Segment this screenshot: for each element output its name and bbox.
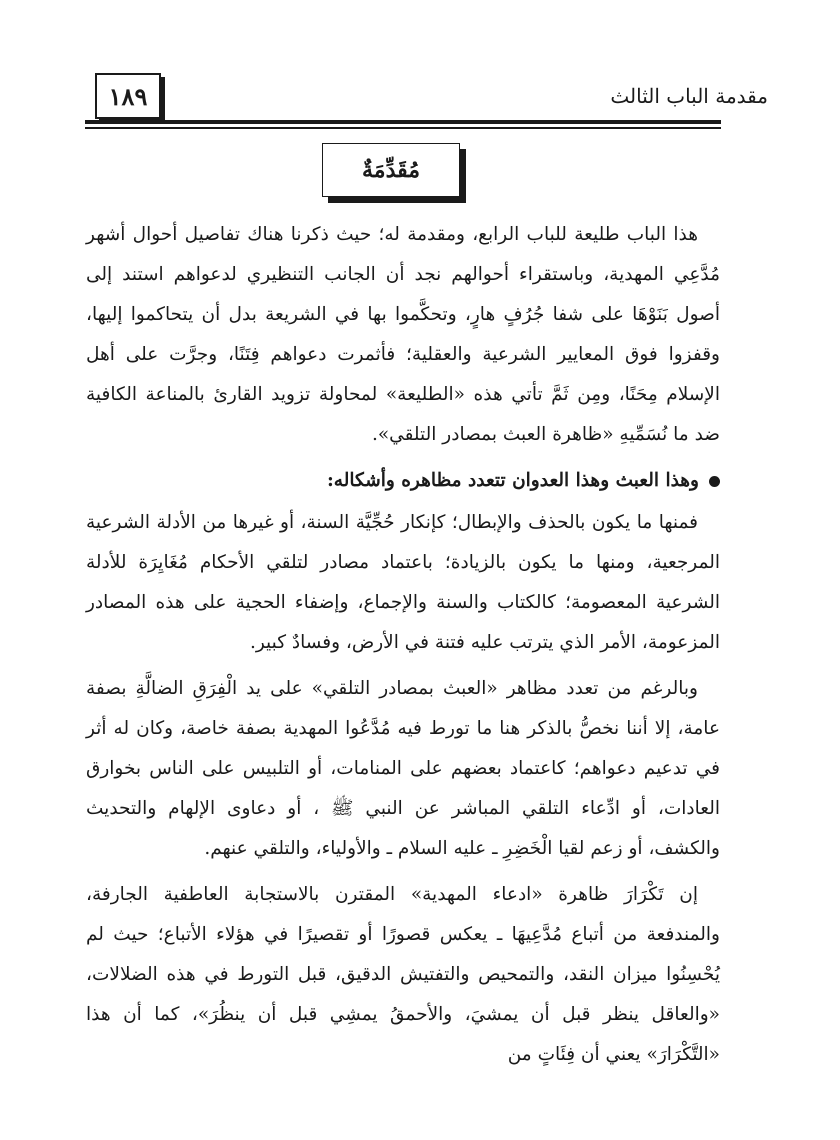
header-rule-thin xyxy=(85,127,721,129)
paragraph-intro: هذا الباب طليعة للباب الرابع، ومقدمة له؛ حيث ذكرنا هناك تفاصيل أحوال أشهر مُدَّعِي المهدية، وباستقراء أحوالهم نجد أن الجانب التنظيري لدعواهم استند إلى أصول بَنَوْهَا على شفا جُرُفٍ هارٍ، وتحكَّموا بها في الشريعة بدل أن يتحاكموا إليها، وقفزوا فوق المعايير الشرعية والعقلية؛ فأثمرت دعواهم فِتَنًا، وجرَّت على أهل الإسلام مِحَنًا، ومِن ثَمَّ تأتي هذه «الطليعة» لمحاولة تزويد القارئ بالمناعة الكافية ضد ما نُسَمِّيهِ «ظاهرة العبث بمصادر التلقي». xyxy=(86,224,720,445)
page-number-box xyxy=(95,73,161,119)
bullet-text: وهذا العبث وهذا العدوان تتعدد مظاهره وأشكاله: xyxy=(326,470,699,491)
header-rule-thick xyxy=(85,120,721,124)
section-title: مُقَدِّمَةٌ xyxy=(361,157,421,183)
paragraph-repetition: إن تَكْرَارَ ظاهرة «ادعاء المهدية» المقترن بالاستجابة العاطفية الجارفة، والمندفعة من أتباع مُدَّعِيهَا ـ يعكس قصورًا أو تقصيرًا في هؤلاء الأتباع؛ حيث لم يُحْسِنُوا ميزان النقد، والتمحيص والتفتيش الدقيق، قبل التورط في هذه الضلالات، «والعاقل ينظر قبل أن يمشيَ، والأحمقُ يمشِي قبل أن ينظُرَ»، كما أن هذا «التَّكْرَارَ» يعني أن فِئَاتٍ من xyxy=(86,884,720,1065)
section-title-box xyxy=(322,143,460,197)
page-number: ١٨٩ xyxy=(108,81,148,111)
body-text xyxy=(86,215,720,1081)
bullet-heading xyxy=(86,461,720,501)
running-head: مقدمة الباب الثالث xyxy=(610,84,768,108)
paragraph-forms: فمنها ما يكون بالحذف والإبطال؛ كإنكار حُجِّيَّة السنة، أو غيرها من الأدلة الشرعية المرجعية، ومنها ما يكون بالزيادة؛ باعتماد مصادر لتلقي الأحكام مُغَايِرَة للأدلة الشرعية المعصومة؛ كالكتاب والسنة والإجماع، وإضفاء الحجية على هذه المصادر المزعومة، الأمر الذي يترتب عليه فتنة في الأرض، وفسادٌ كبير. xyxy=(86,512,720,653)
paragraph-manifestations: وبالرغم من تعدد مظاهر «العبث بمصادر التلقي» على يد الْفِرَقِ الضالَّةِ بصفة عامة، إلا أننا نخصُّ بالذكر هنا ما تورط فيه مُدَّعُوا المهدية بصفة خاصة، وكان له أثر في تدعيم دعواهم؛ كاعتماد بعضهم على المنامات، أو التلبيس على الناس بخوارق العادات، أو ادِّعاء التلقي المباشر عن النبي ﷺ ، أو دعاوى الإلهام والتحديث والكشف، أو زعم لقيا الْخَضِرِ ـ عليه السلام ـ والأولياء، والتلقي عنهم. xyxy=(86,678,720,859)
bullet-dot-icon xyxy=(709,476,720,487)
